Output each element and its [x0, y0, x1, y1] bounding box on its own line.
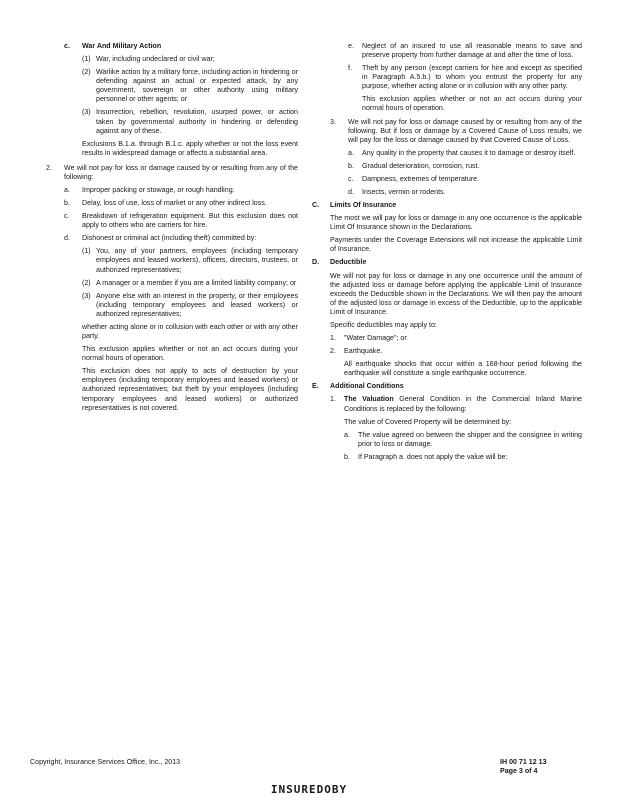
valuation-paragraph: The value of Covered Property will be determined by:: [344, 417, 512, 426]
section-d-deductible: [312, 258, 582, 267]
section-c-limits: [312, 201, 582, 210]
item-text: You, any of your partners, employees (including temporary employees and leased workers), officers, directors, trustees, or authorized representatives;: [96, 247, 298, 274]
item-text: Earthquake.: [344, 347, 383, 356]
valuation-item-a: [344, 431, 582, 449]
valuation-text: General Condition in the Commercial Inland Marine Conditions is replaced by the following:: [344, 395, 582, 413]
item-label: 2.: [46, 163, 52, 172]
item-text: Theft by any person (except carriers for hire and except as specified in Paragraph A.5.b.) to whom you entrust the property for any purpose, whether acting alone or in collusion with any other party.: [362, 64, 582, 91]
section-label: D.: [312, 258, 320, 267]
section-label: C.: [312, 201, 320, 210]
item-text: Any quality in the property that causes it to damage or destroy itself.: [362, 148, 576, 157]
deductible-paragraph-1: We will not pay for loss or damage in any one occurrence until the amount of the adjusted loss or damage before applying the applicable Limit of Insurance exceeds the Deductible shown in the Declarations. We will then pay the amount of the adjusted loss or damage in excess of the Deductible, up to the applicable Limit of Insurance.: [330, 271, 582, 316]
item-label: b.: [64, 199, 70, 208]
item-label: c.: [64, 42, 70, 50]
deductible-item-1: [330, 334, 582, 343]
item-label: 3.: [330, 117, 336, 126]
item-label: c.: [64, 212, 70, 221]
limits-paragraph-1: The most we will pay for loss or damage in any one occurrence is the applicable Limit Of Insurance shown in the Declarations.: [330, 214, 582, 232]
left-column: [46, 42, 298, 417]
item-text: Warlike action by a military force, including action in hindering or defending against an actual or expected attack, by any government, sovereign or other authority using military personnel or other agents; or: [96, 68, 298, 104]
section-title: Deductible: [330, 258, 367, 267]
item-d3: [82, 292, 298, 319]
earthquake-note: All earthquake shocks that occur within a 168-hour period following the earthquake will constitute a single earthquake occurrence.: [344, 360, 582, 378]
item-label: (1): [82, 247, 91, 256]
item-label: f.: [348, 64, 352, 73]
valuation-item-b: [344, 453, 582, 462]
item-label: (2): [82, 68, 91, 77]
item-label: (3): [82, 108, 91, 117]
item-text: Anyone else with an interest in the property, or their employees (including temporary employees and leased workers) or authorized representatives;: [96, 291, 298, 318]
deductible-paragraph-2: Specific deductibles may apply to:: [330, 320, 437, 329]
section-e-additional: [312, 382, 582, 391]
item-2d: [64, 234, 298, 243]
item-2c: [64, 212, 298, 230]
item-text: Improper packing or stowage, or rough handling.: [82, 186, 235, 195]
form-number: IH 00 71 12 13: [500, 758, 547, 766]
item-text: If Paragraph a. does not apply the value will be:: [358, 452, 508, 461]
collusion-note: whether acting alone or in collusion with each other or with any other party.: [82, 322, 298, 341]
item-3d: [348, 188, 582, 197]
item-d2: [82, 279, 298, 288]
item-text: War, including undeclared or civil war;: [96, 55, 215, 64]
section-title: Limits Of Insurance: [330, 201, 397, 210]
item-text: Delay, loss of use, loss of market or any other indirect loss.: [82, 199, 267, 208]
item-label: e.: [348, 42, 354, 50]
hours-note: This exclusion applies whether or not an act occurs during your normal hours of operation.: [82, 345, 298, 363]
item-text: Gradual deterioration, corrosion, rust.: [362, 161, 480, 170]
item-label: b.: [344, 452, 350, 461]
item-text: [344, 395, 582, 413]
item-c1: [82, 55, 298, 64]
item-text: Dishonest or criminal act (including theft) committed by:: [82, 234, 257, 243]
item-label: d.: [64, 234, 70, 243]
item-text: Insects, vermin or rodents.: [362, 188, 446, 197]
footer-copyright: Copyright, Insurance Services Office, Inc., 2013: [30, 758, 181, 766]
item-f: [348, 64, 582, 91]
item-label: (1): [82, 55, 91, 64]
item-label: 1.: [330, 395, 336, 404]
item-text: We will not pay for loss or damage caused by or resulting from any of the following:: [64, 163, 298, 181]
item-text: The value agreed on between the shipper and the consignee in writing prior to loss or damage.: [358, 430, 582, 448]
item-text: Dampness, extremes of temperature.: [362, 174, 480, 183]
deductible-item-2: [330, 347, 582, 356]
additional-item-1: [330, 395, 582, 413]
item-c2: [82, 68, 298, 104]
item-label: a.: [348, 148, 354, 157]
exclusion-note: Exclusions B.1.a. through B.1.c. apply whether or not the loss event results in widespread damage or affects a substantial area.: [82, 139, 298, 157]
brand-watermark: INSUREDOBY: [270, 783, 348, 796]
item-title: War And Military Action: [82, 42, 162, 50]
limits-paragraph-2: Payments under the Coverage Extensions will not increase the applicable Limit of Insurance.: [330, 236, 582, 254]
destruction-note: This exclusion does not apply to acts of destruction by your employees (including temporary employees and leased workers) or authorized representatives; but theft by your employees (including temporary employees and leased workers) or authorized representatives is not covered.: [82, 367, 298, 412]
item-text: Breakdown of refrigeration equipment. But this exclusion does not apply to others who are carriers for hire.: [82, 212, 298, 230]
item-2a: [64, 186, 298, 195]
item-d1: [82, 247, 298, 274]
item-text: We will not pay for loss or damage caused by or resulting from any of the following. But if loss or damage by a Covered Cause of Loss results, we will pay for the loss or damage caused by that Covered Cause of Loss.: [348, 117, 582, 144]
section-c-war: [64, 42, 298, 51]
item-label: c.: [348, 174, 354, 183]
item-text: "Water Damage"; or: [344, 334, 407, 343]
item-label: 2.: [330, 347, 336, 356]
right-column: [312, 42, 582, 466]
item-label: d.: [348, 188, 354, 197]
item-text: Insurrection, rebellion, revolution, usurped power, or action taken by governmental authority in hindering or defending against any of these.: [96, 108, 298, 135]
item-3a: [348, 149, 582, 158]
item-label: (3): [82, 291, 91, 300]
item-c3: [82, 108, 298, 135]
page-number: Page 3 of 4: [500, 767, 538, 776]
item-2b: [64, 199, 298, 208]
valuation-title: The Valuation: [344, 395, 394, 404]
item-text: Neglect of an insured to use all reasonable means to save and preserve property from further damage at and after the time of loss.: [362, 42, 582, 60]
item-text: A manager or a member if you are a limited liability company; or: [96, 278, 297, 287]
section-title: Additional Conditions: [330, 382, 404, 391]
item-2: [46, 164, 298, 182]
item-label: 1.: [330, 334, 336, 343]
item-3c: [348, 175, 582, 184]
item-e: [348, 42, 582, 60]
hours-note-right: This exclusion applies whether or not an act occurs during your normal hours of operation.: [362, 95, 582, 113]
item-label: b.: [348, 161, 354, 170]
item-label: (2): [82, 278, 91, 287]
footer-form-info: [500, 758, 600, 776]
item-label: a.: [64, 186, 70, 195]
item-label: a.: [344, 430, 350, 439]
item-3b: [348, 162, 582, 171]
section-label: E.: [312, 382, 319, 391]
item-3: [330, 118, 582, 145]
